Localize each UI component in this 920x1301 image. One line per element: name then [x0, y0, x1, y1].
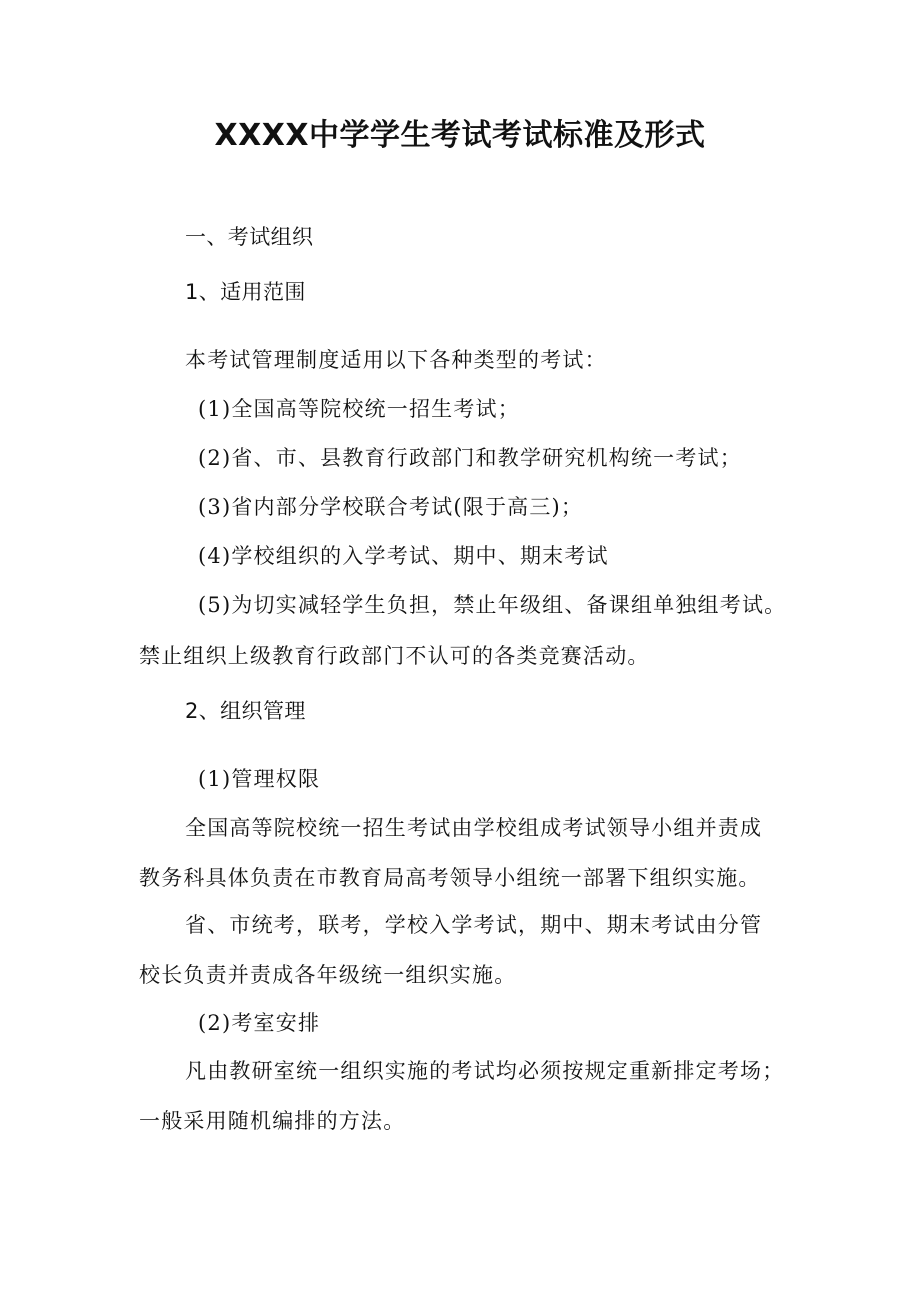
scope-item-5: (5)为切实减轻学生负担，禁止年级组、备课组单独组考试。 — [198, 593, 787, 617]
scope-item-2: (2)省、市、县教育行政部门和教学研究机构统一考试； — [198, 446, 742, 470]
subsection-heading-scope: 1、适用范围 — [185, 280, 306, 304]
scope-item-4: (4)学校组织的入学考试、期中、期末考试 — [198, 544, 609, 568]
scope-item-3: (3)省内部分学校联合考试(限于高三)； — [198, 495, 584, 519]
authority-paragraph2-line-2: 校长负责并责成各年级统一组织实施。 — [139, 963, 517, 987]
room-paragraph-line-2: 一般采用随机编排的方法。 — [139, 1109, 406, 1133]
document-title: XXXX中学学生考试考试标准及形式 — [214, 118, 706, 153]
scope-intro-paragraph: 本考试管理制度适用以下各种类型的考试： — [185, 348, 607, 372]
room-paragraph-line-1: 凡由教研室统一组织实施的考试均必须按规定重新排定考场； — [185, 1059, 785, 1083]
scope-item-1: (1)全国高等院校统一招生考试； — [198, 397, 520, 421]
authority-paragraph-line-1: 全国高等院校统一招生考试由学校组成考试领导小组并责成 — [185, 816, 763, 840]
authority-paragraph-line-2: 教务科具体负责在市教育局高考领导小组统一部署下组织实施。 — [139, 866, 761, 890]
scope-item-5-continuation: 禁止组织上级教育行政部门不认可的各类竞赛活动。 — [139, 644, 650, 668]
exam-room-arrangement-heading: (2)考室安排 — [198, 1011, 321, 1035]
authority-paragraph2-line-1: 省、市统考，联考，学校入学考试，期中、期末考试由分管 — [185, 913, 763, 937]
section-heading-exam-organization: 一、考试组织 — [185, 225, 314, 249]
management-authority-heading: (1)管理权限 — [198, 767, 321, 791]
subsection-heading-management: 2、组织管理 — [185, 699, 306, 723]
